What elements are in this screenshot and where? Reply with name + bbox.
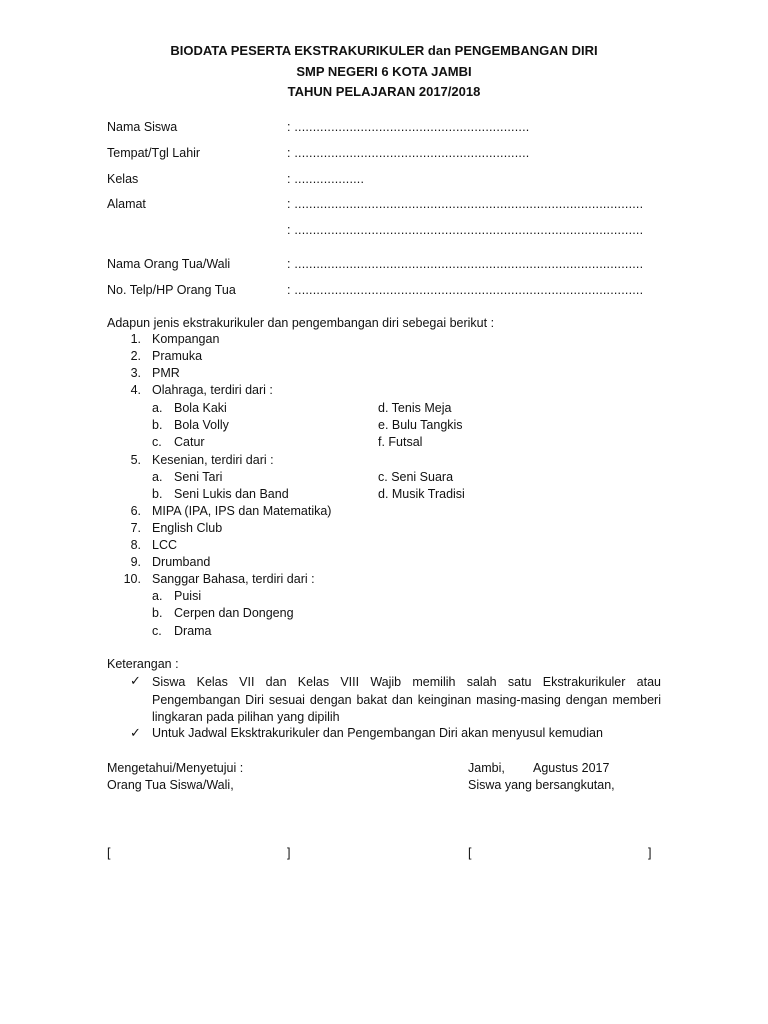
list-item: Drumband (152, 555, 211, 569)
note-text: Siswa Kelas VII dan Kelas VIII Wajib memilih salah satu Ekstrakurikuler atau Pengembangan Diri sesuai dengan bakat dan keinginan masing-masing dengan memberi lingkaran pada pilihan yang dipilih (152, 675, 661, 724)
sub-item: Bola Kaki (174, 401, 227, 415)
field-label-telp: No. Telp/HP Orang Tua (107, 283, 236, 297)
list-number: 3. (130, 366, 141, 380)
parent-signature-close-bracket: ] (287, 846, 291, 860)
parent-label: Orang Tua Siswa/Wali, (107, 778, 234, 792)
school-year: TAHUN PELAJARAN 2017/2018 (287, 84, 481, 99)
list-number: 5. (130, 453, 141, 467)
field-value-kelas: : ................... (287, 172, 365, 186)
student-signature-open-bracket: [ (468, 846, 472, 860)
list-item: PMR (152, 366, 180, 380)
list-number: 9. (130, 555, 141, 569)
list-number: 10. (123, 572, 141, 586)
document-title: BIODATA PESERTA EKSTRAKURIKULER dan PENGEMBANGAN DIRI (170, 43, 598, 58)
date-label: Agustus 2017 (533, 761, 610, 775)
sub-letter: c. (152, 624, 162, 638)
field-value-ttl: : ................................................................ (287, 146, 530, 160)
field-label-nama-siswa: Nama Siswa (107, 120, 178, 134)
sub-item: f. Futsal (378, 435, 423, 449)
intro-text: Adapun jenis ekstrakurikuler dan pengembangan diri sebegai berikut : (107, 316, 495, 330)
sub-letter: a. (152, 470, 163, 484)
list-item: Olahraga, terdiri dari : (152, 383, 273, 397)
sub-letter: b. (152, 418, 163, 432)
student-signature-close-bracket: ] (648, 846, 652, 860)
note-text: Untuk Jadwal Eksktrakurikuler dan Pengembangan Diri akan menyusul kemudian (152, 726, 603, 740)
field-label-ttl: Tempat/Tgl Lahir (107, 146, 201, 160)
sub-item: d. Tenis Meja (378, 401, 452, 415)
field-value-telp: : ............................................................................................... (287, 283, 644, 297)
parent-signature-open-bracket: [ (107, 846, 111, 860)
sub-item: Bola Volly (174, 418, 229, 432)
sub-letter: b. (152, 487, 163, 501)
field-value-alamat-2: : ............................................................................................... (287, 223, 644, 237)
sub-item: Cerpen dan Dongeng (174, 606, 294, 620)
field-label-orang-tua: Nama Orang Tua/Wali (107, 257, 231, 271)
list-item: MIPA (IPA, IPS dan Matematika) (152, 504, 332, 518)
school-name: SMP NEGERI 6 KOTA JAMBI (296, 64, 472, 79)
field-value-nama-siswa: : ................................................................ (287, 120, 530, 134)
approval-label: Mengetahui/Menyetujui : (107, 761, 244, 775)
sub-item: e. Bulu Tangkis (378, 418, 463, 432)
list-number: 1. (130, 332, 141, 346)
list-item: English Club (152, 521, 223, 535)
field-label-kelas: Kelas (107, 172, 139, 186)
list-item: Kesenian, terdiri dari : (152, 453, 274, 467)
list-number: 7. (130, 521, 141, 535)
list-item: Sanggar Bahasa, terdiri dari : (152, 572, 315, 586)
sub-letter: c. (152, 435, 162, 449)
list-item: Pramuka (152, 349, 203, 363)
student-label: Siswa yang bersangkutan, (468, 778, 615, 792)
sub-item: Seni Tari (174, 470, 223, 484)
field-value-orang-tua: : ............................................................................................... (287, 257, 644, 271)
list-number: 8. (130, 538, 141, 552)
field-label-alamat: Alamat (107, 197, 146, 211)
sub-item: d. Musik Tradisi (378, 487, 465, 501)
field-value-alamat-1: : ............................................................................................... (287, 197, 644, 211)
checkmark-icon: ✓ (130, 725, 141, 740)
sub-item: Catur (174, 435, 205, 449)
place-label: Jambi, (468, 761, 505, 775)
sub-letter: a. (152, 401, 163, 415)
sub-letter: a. (152, 589, 163, 603)
list-number: 6. (130, 504, 141, 518)
checkmark-icon: ✓ (130, 673, 141, 688)
list-number: 2. (130, 349, 141, 363)
sub-item: c. Seni Suara (378, 470, 454, 484)
sub-item: Puisi (174, 589, 202, 603)
list-item: LCC (152, 538, 178, 552)
list-item: Kompangan (152, 332, 220, 346)
keterangan-label: Keterangan : (107, 657, 179, 671)
sub-letter: b. (152, 606, 163, 620)
list-number: 4. (130, 383, 141, 397)
sub-item: Seni Lukis dan Band (174, 487, 289, 501)
sub-item: Drama (174, 624, 212, 638)
